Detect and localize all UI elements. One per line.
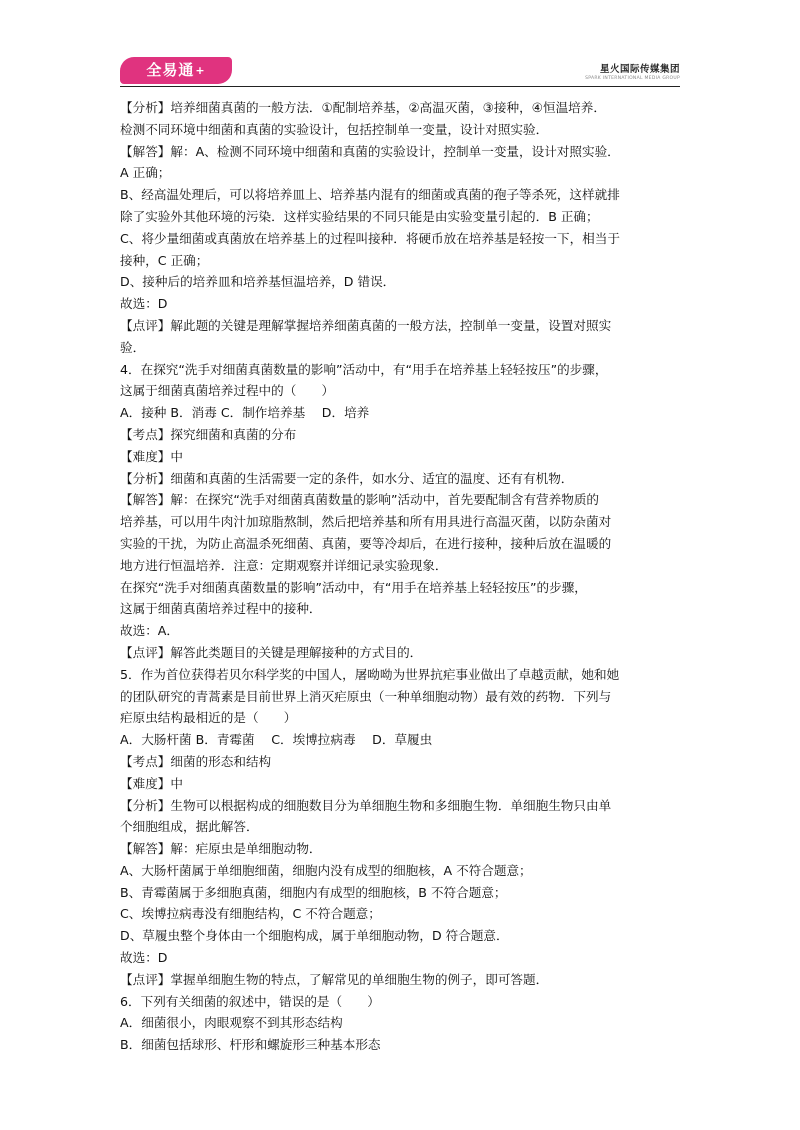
text-line: 这属于细菌真菌培养过程中的（ ） bbox=[120, 383, 335, 399]
brand-logo bbox=[120, 57, 232, 84]
document-body bbox=[120, 97, 695, 1056]
text-line: 检测不同环境中细菌和真菌的实验设计，包括控制单一变量，设计对照实验． bbox=[120, 121, 549, 137]
company-name-en: SPARK INTERNATIONAL MEDIA GROUP bbox=[585, 76, 680, 81]
text-line: A、大肠杆菌属于单细胞细菌，细胞内没有成型的细胞核，A 不符合题意； bbox=[120, 862, 532, 878]
text-line: 实验的干扰，为防止高温杀死细菌、真菌，要等冷却后，在进行接种，接种后放在温暖的 bbox=[120, 535, 612, 551]
text-line: 【解答】解：疟原虫是单细胞动物． bbox=[120, 841, 322, 857]
text-line: C、将少量细菌或真菌放在培养基上的过程叫接种．将硬币放在培养基是轻按一下，相当于 bbox=[120, 230, 620, 246]
text-line: 【点评】解此题的关键是理解掌握培养细菌真菌的一般方法，控制单一变量，设置对照实 bbox=[120, 317, 612, 333]
text-line: A．接种 B．消毒 C．制作培养基 D．培养 bbox=[120, 405, 370, 421]
logo-text: 全易通 bbox=[146, 61, 195, 79]
text-line: 【考点】探究细菌和真菌的分布 bbox=[120, 426, 297, 442]
text-line: 除了实验外其他环境的污染．这样实验结果的不同只能是由实验变量引起的．B 正确； bbox=[120, 208, 599, 224]
text-line: D、草履虫整个身体由一个细胞构成，属于单细胞动物，D 符合题意． bbox=[120, 928, 509, 944]
text-line: 【难度】中 bbox=[120, 448, 183, 464]
text-line: A．细菌很小，肉眼观察不到其形态结构 bbox=[120, 1015, 343, 1031]
text-line: 【分析】细菌和真菌的生活需要一定的条件，如水分、适宜的温度、还有有机物． bbox=[120, 470, 574, 486]
text-line: 【分析】生物可以根据构成的细胞数目分为单细胞生物和多细胞生物．单细胞生物只由单 bbox=[120, 797, 612, 813]
text-line: 验． bbox=[120, 339, 146, 355]
text-line: 【分析】培养细菌真菌的一般方法．①配制培养基，②高温灭菌，③接种，④恒温培养． bbox=[120, 100, 606, 115]
company-name-cn: 星火国际传媒集团 bbox=[599, 64, 680, 75]
text-line: 故选：D bbox=[120, 950, 168, 966]
company-name bbox=[585, 61, 680, 81]
text-line: B、青霉菌属于多细胞真菌，细胞内有成型的细胞核，B 不符合题意； bbox=[120, 884, 507, 900]
text-line: 地方进行恒温培养．注意：定期观察并详细记录实验现象． bbox=[120, 557, 448, 573]
text-line: A．大肠杆菌 B．青霉菌 C．埃博拉病毒 D．草履虫 bbox=[120, 732, 433, 748]
text-line: 故选：A． bbox=[120, 623, 179, 639]
text-line: 【点评】掌握单细胞生物的特点，了解常见的单细胞生物的例子，即可答题． bbox=[120, 971, 549, 987]
text-line: 6．下列有关细菌的叙述中，错误的是（ ） bbox=[120, 993, 380, 1009]
text-line: 这属于细菌真菌培养过程中的接种． bbox=[120, 601, 322, 617]
text-line: C、埃博拉病毒没有细胞结构，C 不符合题意； bbox=[120, 906, 381, 922]
text-line: 4．在探究“洗手对细菌真菌数量的影响”活动中，有“用手在培养基上轻轻按压”的步骤， bbox=[120, 361, 608, 377]
text-line: A 正确； bbox=[120, 165, 171, 181]
text-line: B．细菌包括球形、杆形和螺旋形三种基本形态 bbox=[120, 1037, 381, 1053]
text-line: 【解答】解：在探究“洗手对细菌真菌数量的影响”活动中，首先要配制含有营养物质的 bbox=[120, 492, 600, 508]
logo-plus: + bbox=[195, 64, 206, 77]
text-line: 故选：D bbox=[120, 296, 168, 312]
header-divider bbox=[120, 86, 680, 87]
text-line: 【难度】中 bbox=[120, 775, 183, 791]
text-line: 5．作为首位获得若贝尔科学奖的中国人，屠呦呦为世界抗疟事业做出了卓越贡献，她和她 bbox=[120, 666, 620, 682]
text-line: 疟原虫结构最相近的是（ ） bbox=[120, 710, 297, 726]
text-line: 【考点】细菌的形态和结构 bbox=[120, 753, 272, 769]
text-line: 在探究“洗手对细菌真菌数量的影响”活动中，有“用手在培养基上轻轻按压”的步骤， bbox=[120, 579, 587, 595]
text-line: 的团队研究的青蒿素是目前世界上消灭疟原虫（一种单细胞动物）最有效的药物．下列与 bbox=[120, 688, 612, 704]
text-line: 培养基，可以用牛肉汁加琼脂熬制，然后把培养基和所有用具进行高温灭菌，以防杂菌对 bbox=[120, 514, 612, 530]
text-line: 【点评】解答此类题目的关键是理解接种的方式目的． bbox=[120, 644, 423, 660]
text-line: 【解答】解：A、检测不同环境中细菌和真菌的实验设计，控制单一变量，设计对照实验． bbox=[120, 143, 620, 159]
text-line: D、接种后的培养皿和培养基恒温培养，D 错误． bbox=[120, 274, 396, 290]
text-line: B、经高温处理后，可以将培养皿上、培养基内混有的细菌或真菌的孢子等杀死，这样就排 bbox=[120, 187, 620, 203]
text-line: 接种，C 正确； bbox=[120, 252, 209, 268]
text-line: 个细胞组成，据此解答． bbox=[120, 819, 259, 835]
